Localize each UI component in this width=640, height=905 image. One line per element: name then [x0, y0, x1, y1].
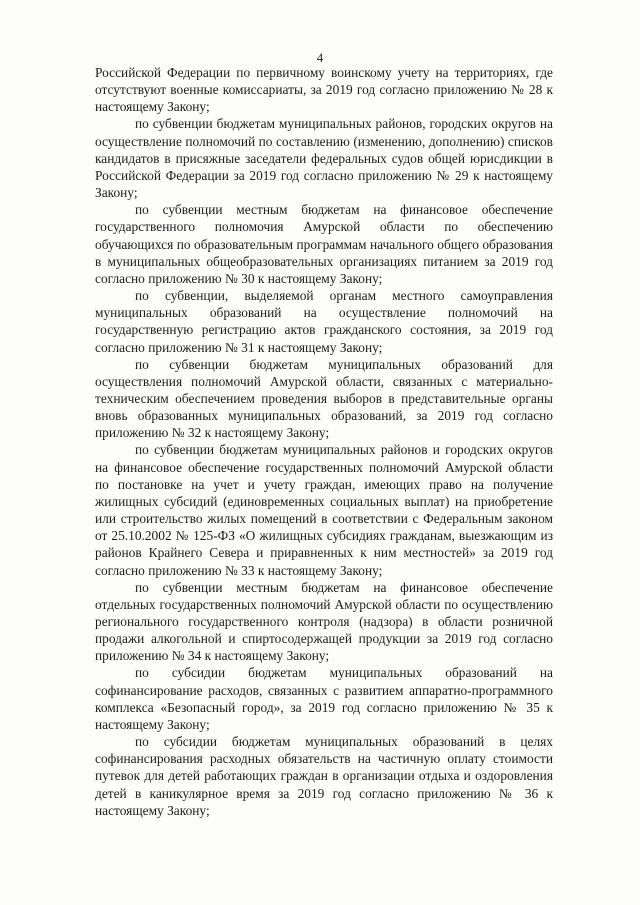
paragraph: по субвенции бюджетам муниципальных образований для осуществления полномочий Амурской области, связанных с материально-техническим обеспечением проведения выборов в представительные органы вновь образованных муниципальных образований, за 2019 год согласно приложению № 32 к настоящему Закону; [95, 356, 553, 441]
page-number: 4 [316, 50, 324, 65]
paragraph: Российской Федерации по первичному воинскому учету на территориях, где отсутствуют военные комиссариаты, за 2019 год согласно приложению № 28 к настоящему Закону; [95, 65, 553, 115]
paragraph: по субсидии бюджетам муниципальных образований на софинансирование расходов, связанных с развитием аппаратно-программного комплекса «Безопасный город», за 2019 год согласно приложению № 35 к настоящему Закону; [95, 665, 553, 732]
paragraph: по субвенции местным бюджетам на финансовое обеспечение отдельных государственных полномочий Амурской области по осуществлению регионального государственного контроля (надзора) в области розничной продажи алкогольной и спиртосодержащей продукции за 2019 год согласно приложению № 34 к настоящему Закону; [95, 579, 553, 664]
paragraph: по субвенции бюджетам муниципальных районов, городских округов на осуществление полномочий по составлению (изменению, дополнению) списков кандидатов в присяжные заседатели федеральных судов общей юрисдикции в Российской Федерации за 2019 год согласно приложению № 29 к настоящему Закону; [95, 116, 553, 201]
paragraph: по субвенции бюджетам муниципальных районов и городских округов на финансовое обеспечение государственных полномочий Амурской области по постановке на учет и учету граждан, имеющих право на получение жилищных субсидий (единовременных социальных выплат) на приобретение или строительство жилых помещений в соответствии с Федеральным законом от 25.10.2002 № 125-ФЗ «О жилищных субсидиях гражданам, выезжающим из районов Крайнего Севера и приравненных к ним местностей» за 2019 год согласно приложению № 33 к настоящему Закону; [95, 442, 553, 578]
paragraph: по субвенции местным бюджетам на финансовое обеспечение государственного полномочия Амурской области по обеспечению обучающихся по образовательным программам начального общего образования в муниципальных общеобразовательных организациях питанием за 2019 год согласно приложению № 30 к настоящему Закону; [95, 202, 553, 286]
paragraph: по субвенции, выделяемой органам местного самоуправления муниципальных образований на осуществление полномочий на государственную регистрацию актов гражданского состояния, за 2019 год согласно приложению № 31 к настоящему Закону; [95, 288, 553, 355]
paragraph: по субсидии бюджетам муниципальных образований в целях софинансирования расходных обязательств на частичную оплату стоимости путевок для детей работающих граждан в организации отдыха и оздоровления детей в каникулярное время за 2019 год согласно приложению № 36 к настоящему Закону; [95, 734, 553, 818]
document-body [95, 64, 553, 819]
